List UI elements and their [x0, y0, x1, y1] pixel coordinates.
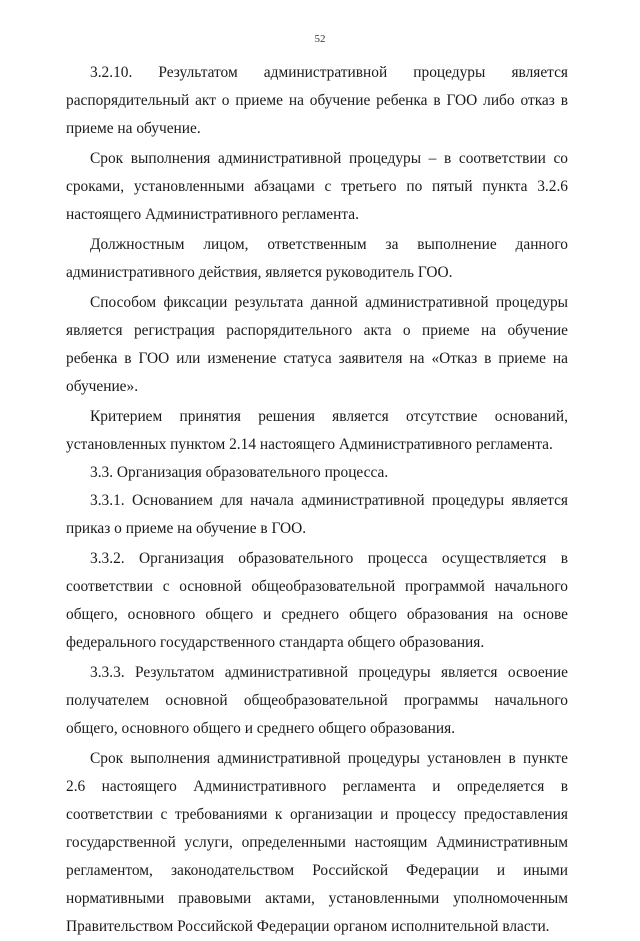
- paragraph-3-3-2: 3.3.2. Организация образовательного процесса осуществляется в соответствии с основной общеобразовательной программой начального общего, основного общего и среднего общего образования на основе федерального государственного стандарта общего образования.: [66, 550, 568, 651]
- paragraph-3-2-10-result: 3.2.10. Результатом административной процедуры является распорядительный акт о приеме на обучение ребенка в ГОО либо отказ в приеме на обучение.: [66, 64, 568, 137]
- paragraph-final-term: Срок выполнения административной процедуры установлен в пункте 2.6 настоящего Административного регламента и определяется в соответствии с требованиями к организации и процессу предоставления государственной услуги, определенными настоящим Административным регламентом, законодательством Российской Федерации и иными нормативными правовыми актами, установленными уполномоченным Правительством Российской Федерации органом исполнительной власти.: [66, 750, 568, 935]
- paragraph-fixation-method: Способом фиксации результата данной административной процедуры является регистрация распорядительного акта о приеме на обучение ребенка в ГОО или изменение статуса заявителя на «Отказ в приеме на обучение».: [66, 294, 568, 395]
- paragraph-decision-criterion: Критерием принятия решения является отсутствие оснований, установленных пунктом 2.14 настоящего Административного регламента.: [66, 408, 568, 453]
- page-number: 52: [314, 33, 326, 45]
- document-body: [66, 59, 568, 941]
- paragraph-execution-term: Срок выполнения административной процедуры – в соответствии со сроками, установленными абзацами с третьего по пятый пункта 3.2.6 настоящего Административного регламента.: [66, 150, 568, 223]
- paragraph-3-3-3: 3.3.3. Результатом административной процедуры является освоение получателем основной общеобразовательной программы начального общего, основного общего и среднего общего образования.: [66, 664, 568, 737]
- paragraph-responsible-official: Должностным лицом, ответственным за выполнение данного административного действия, является руководитель ГОО.: [66, 236, 568, 281]
- paragraph-3-3-heading: 3.3. Организация образовательного процесса.: [90, 464, 389, 481]
- paragraph-3-3-1: 3.3.1. Основанием для начала административной процедуры является приказ о приеме на обучение в ГОО.: [66, 492, 568, 537]
